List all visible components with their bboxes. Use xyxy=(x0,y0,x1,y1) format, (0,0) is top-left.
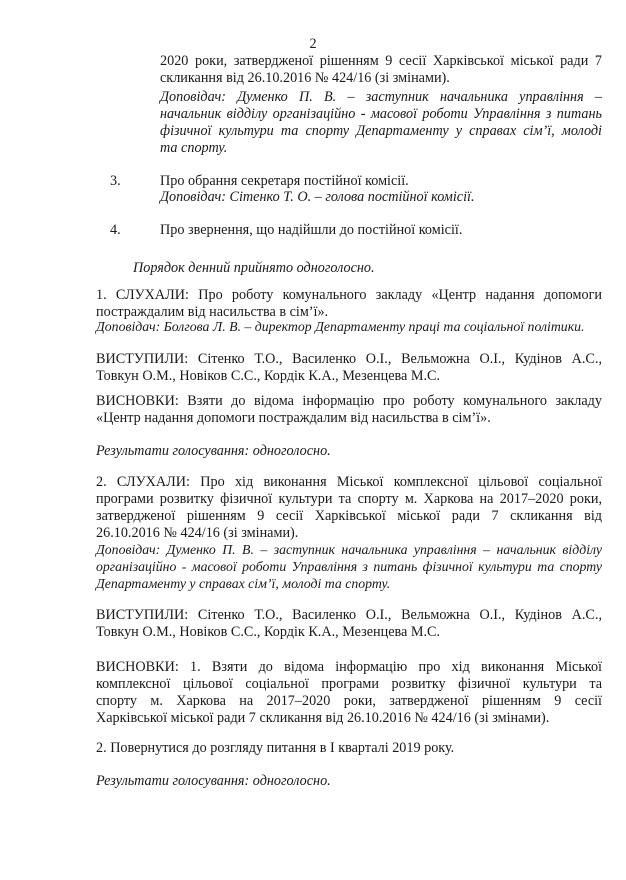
section-1-conclusions xyxy=(96,393,602,427)
text-line: ВИСНОВКИ: 1. Взяти до відома інформацію про хід виконання Міської xyxy=(96,659,602,675)
text-line: затвердженої рішенням 9 сесії Харківської міської ради 7 скликання від xyxy=(96,508,602,524)
agenda-item-2-speaker xyxy=(160,89,602,157)
text-line: спорту м. Харкова на 2017–2020 роки, затвердженої рішенням 9 сесії xyxy=(96,693,602,709)
text-line: Департаменту у справах сім’ї, молоді та спорту. xyxy=(96,576,391,591)
text-line: 2020 роки, затвердженої рішенням 9 сесії Харківської міської ради 7 xyxy=(160,53,602,69)
section-1-heard xyxy=(96,287,602,321)
section-1-spoke xyxy=(96,351,602,385)
section-2-heard xyxy=(96,474,602,542)
agenda-item-3-number: 3. xyxy=(110,173,121,189)
text-line: організаційно - масової роботи Управління з питань фізичної культури та спорту xyxy=(96,559,602,574)
text-line: «Центр надання допомоги постраждалим від насильства в сім’ї». xyxy=(96,410,491,426)
text-line: 26.10.2016 № 424/16 (зі змінами). xyxy=(96,525,299,541)
text-line: Доповідач: Думенко П. В. – заступник начальника управління – xyxy=(160,89,602,105)
text-line: ВИСНОВКИ: Взяти до відома інформацію про роботу комунального закладу xyxy=(96,393,602,409)
text-line: начальник відділу організаційно - масової роботи Управління з питань xyxy=(160,106,602,122)
agenda-item-3-speaker: Доповідач: Сітенко Т. О. – голова постійної комісії. xyxy=(160,189,475,205)
text-line: скликання від 26.10.2016 № 424/16 (зі змінами). xyxy=(160,70,450,86)
section-2-vote-result: Результати голосування: одноголосно. xyxy=(96,773,331,789)
agenda-adopted: Порядок денний прийнято одноголосно. xyxy=(133,260,375,276)
section-2-spoke xyxy=(96,607,602,641)
section-2-speaker xyxy=(96,541,602,592)
text-line: Товкун О.М., Новіков С.С., Кордік К.А., Мезенцева М.С. xyxy=(96,624,441,640)
agenda-item-3-text: Про обрання секретаря постійної комісії. xyxy=(160,173,409,189)
agenda-item-2-continuation xyxy=(160,53,602,87)
text-line: фізичної культури та спорту Департаменту у справах сім’ї, молоді xyxy=(160,123,602,139)
text-line: програми розвитку фізичної культури та спорту м. Харкова на 2017–2020 роки, xyxy=(96,491,602,507)
text-line: 1. СЛУХАЛИ: Про роботу комунального закладу «Центр надання допомоги xyxy=(96,287,602,303)
text-line: Товкун О.М., Новіков С.С., Кордік К.А., Мезенцева М.С. xyxy=(96,368,441,384)
section-2-conclusion-2: 2. Повернутися до розгляду питання в I кварталі 2019 року. xyxy=(96,740,455,756)
text-line: ВИСТУПИЛИ: Сітенко Т.О., Василенко О.І., Вельможна О.І., Кудінов А.С., xyxy=(96,351,602,367)
text-line: 2. СЛУХАЛИ: Про хід виконання Міської комплексної цільової соціальної xyxy=(96,474,602,490)
text-line: ВИСТУПИЛИ: Сітенко Т.О., Василенко О.І., Вельможна О.І., Кудінов А.С., xyxy=(96,607,602,623)
agenda-item-4-text: Про звернення, що надійшли до постійної комісії. xyxy=(160,222,463,238)
agenda-item-4-number: 4. xyxy=(110,222,121,238)
page-number: 2 xyxy=(309,36,317,52)
text-line: та спорту. xyxy=(160,140,228,156)
text-line: постраждалим від насильства в сім’ї». xyxy=(96,304,329,320)
section-2-conclusions xyxy=(96,659,602,727)
text-line: Доповідач: Думенко П. В. – заступник начальника управління – начальник відділу xyxy=(96,542,602,557)
section-1-speaker: Доповідач: Болгова Л. В. – директор Департаменту праці та соціальної політики. xyxy=(96,319,585,334)
text-line: комплексної цільової соціальної програми розвитку фізичної культури та xyxy=(96,676,602,692)
section-1-vote-result: Результати голосування: одноголосно. xyxy=(96,443,331,459)
text-line: Харківської міської ради 7 скликання від 26.10.2016 № 424/16 (зі змінами). xyxy=(96,710,550,726)
